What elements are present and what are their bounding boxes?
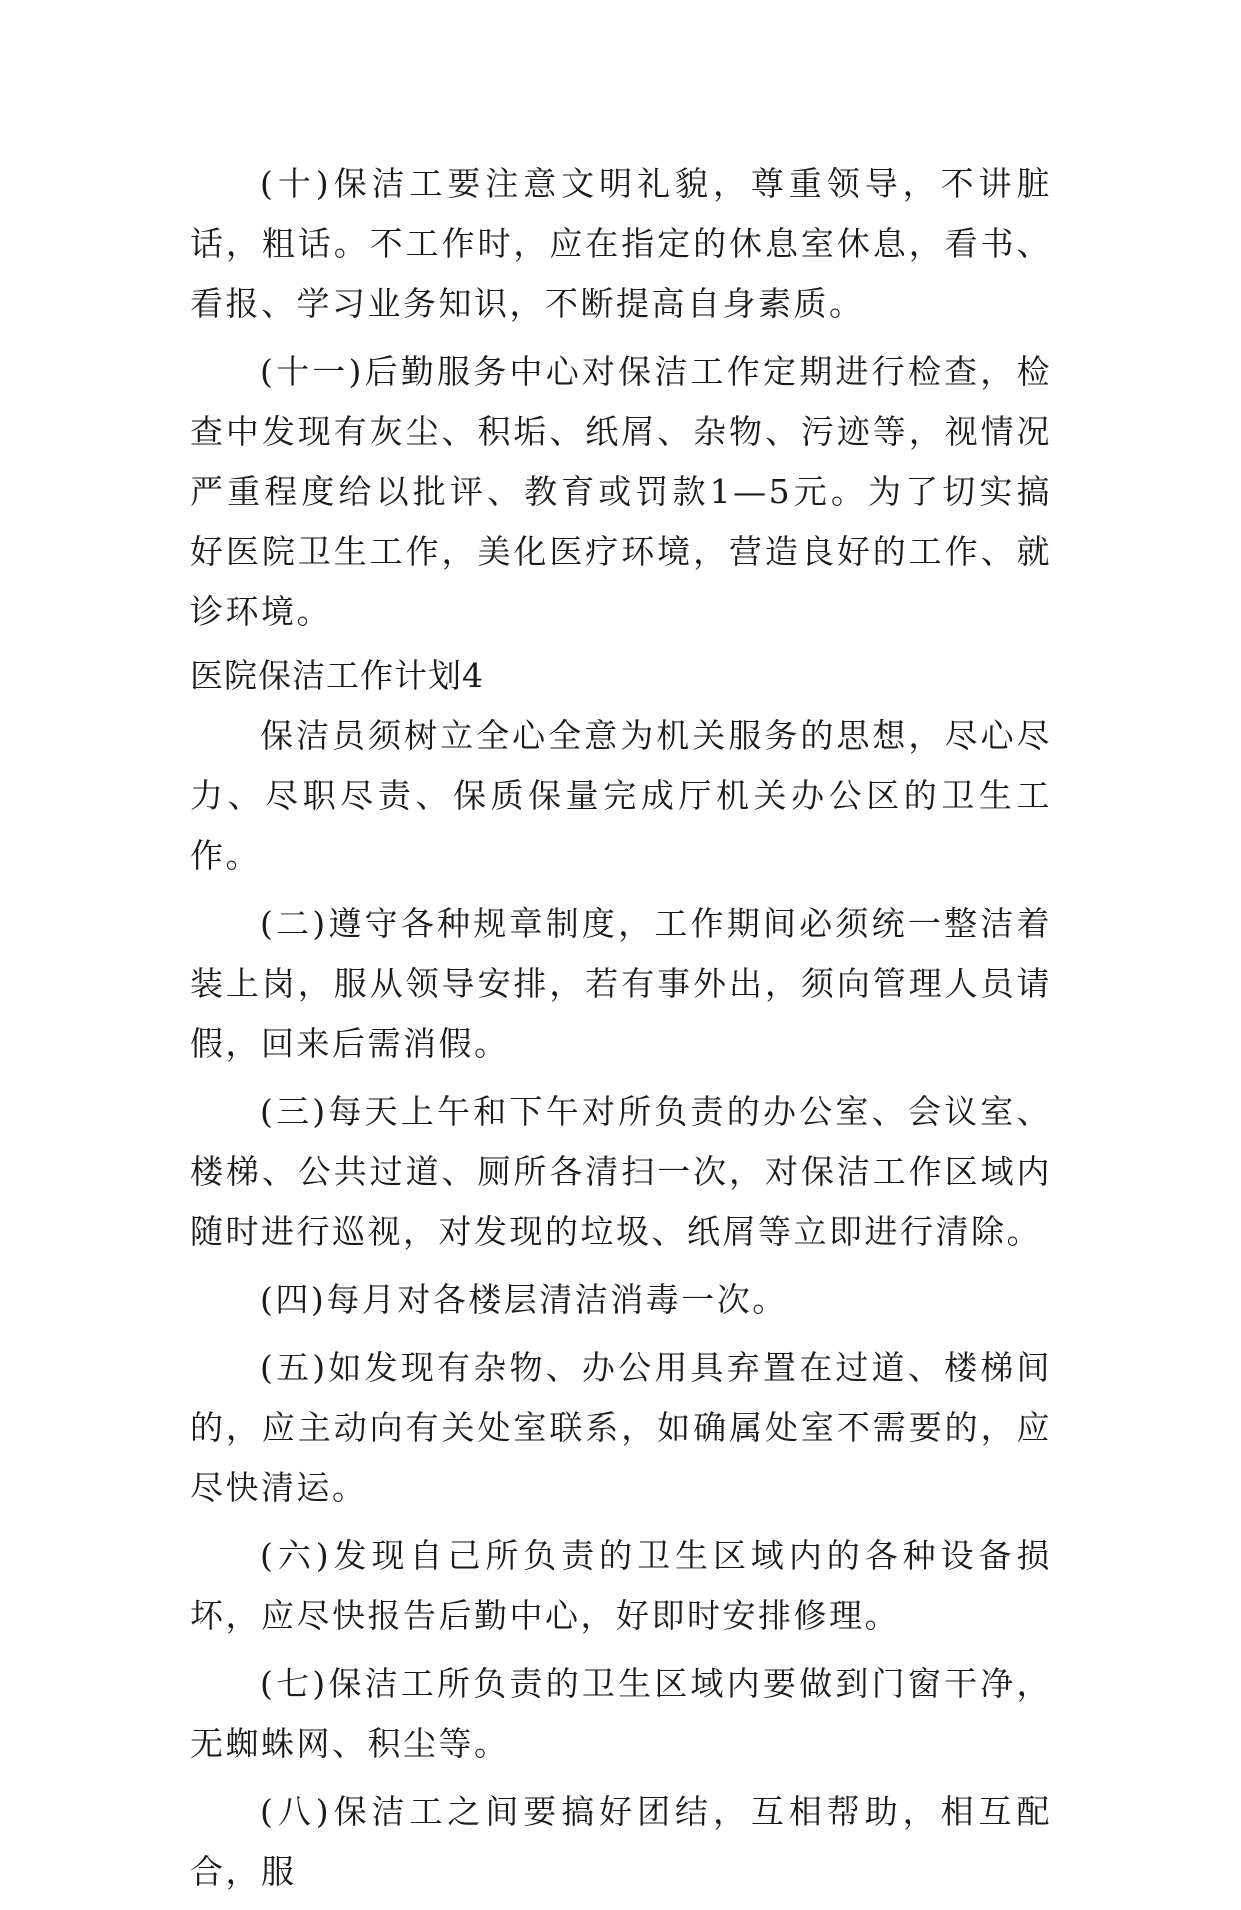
paragraph-item-8: (八)保洁工之间要搞好团结，互相帮助，相互配合，服 (190, 1792, 1052, 1891)
paragraph-item-7: (七)保洁工所负责的卫生区域内要做到门窗干净，无蜘蛛网、积尘等。 (190, 1664, 1052, 1763)
paragraph-item-2: (二)遵守各种规章制度，工作期间必须统一整洁着装上岗，服从领导安排，若有事外出，须向管理人员请假，回来后需消假。 (190, 904, 1052, 1063)
paragraph-item-5: (五)如发现有杂物、办公用具弃置在过道、楼梯间的，应主动向有关处室联系，如确属处室不需要的，应尽快清运。 (190, 1348, 1052, 1507)
paragraph-item-6: (六)发现自己所负责的卫生区域内的各种设备损坏，应尽快报告后勤中心，好即时安排修理。 (190, 1536, 1052, 1635)
paragraph-item-3: (三)每天上午和下午对所负责的办公室、会议室、楼梯、公共过道、厕所各清扫一次，对保洁工作区域内随时进行巡视，对发现的垃圾、纸屑等立即进行清除。 (190, 1092, 1052, 1251)
paragraph-intro: 保洁员须树立全心全意为机关服务的思想，尽心尽力、尽职尽责、保质保量完成厅机关办公区的卫生工作。 (190, 716, 1052, 875)
paragraph-item-4: (四)每月对各楼层清洁消毒一次。 (260, 1280, 788, 1319)
section-title: 医院保洁工作计划4 (190, 656, 484, 695)
paragraph-item-10: (十)保洁工要注意文明礼貌，尊重领导，不讲脏话，粗话。不工作时，应在指定的休息室休息，看书、看报、学习业务知识，不断提高自身素质。 (190, 164, 1052, 323)
document-body (190, 154, 1052, 1910)
paragraph-item-11: (十一)后勤服务中心对保洁工作定期进行检查，检查中发现有灰尘、积垢、纸屑、杂物、污迹等，视情况严重程度给以批评、教育或罚款1—5元。为了切实搞好医院卫生工作，美化医疗环境，营造良好的工作、就诊环境。 (190, 352, 1052, 631)
